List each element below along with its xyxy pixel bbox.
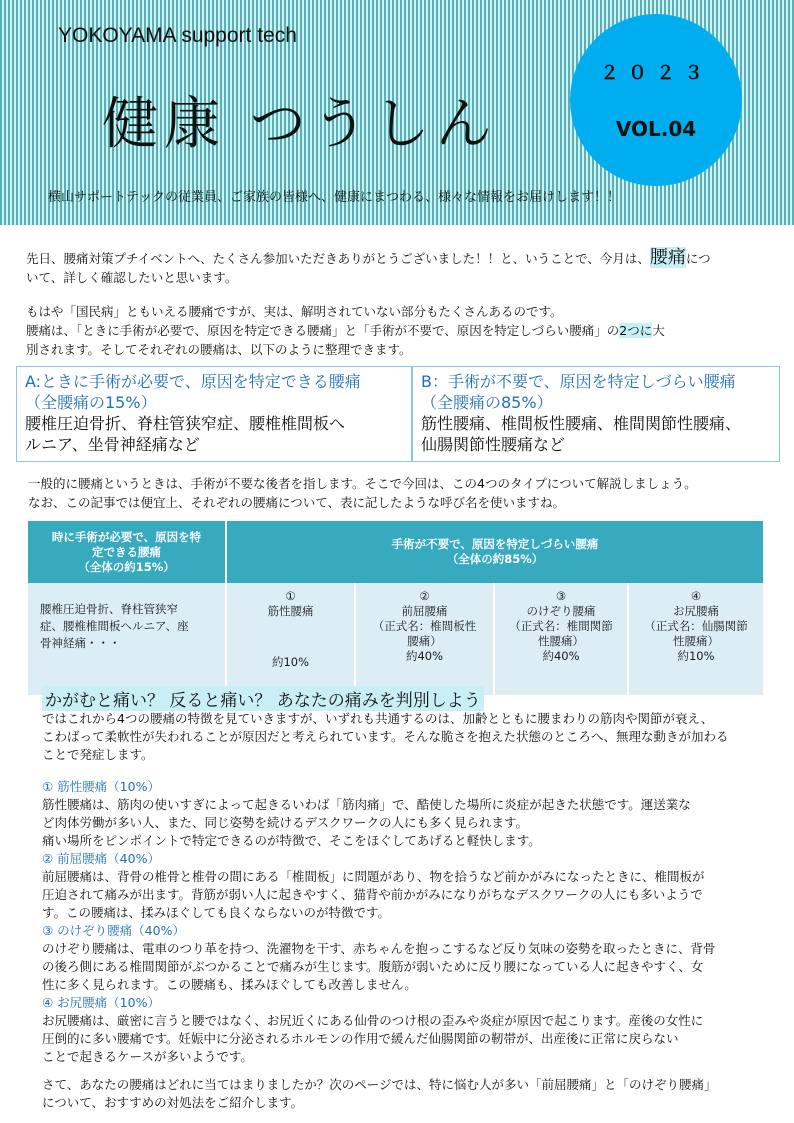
category-box-b: B：手術が不要で、原因を特定しづらい腰痛 （全腰痛の85%） 筋性腰痛、椎間板性腰痛、椎間関節性腰痛、 仙腸関節性腰痛など [412,366,780,462]
type-heading: ④ お尻腰痛（10%） [42,995,160,1010]
type-heading: ① 筋性腰痛（10%） [42,779,160,794]
brand-name: YOKOYAMA support tech [58,24,297,47]
table-header-nonsurgical: 手術が不要で、原因を特定しづらい腰痛 （全体の約85%） [227,521,763,583]
table-cell-type-2: ② 前屈腰痛 （正式名：椎間板性 腰痛） 約40% [356,583,495,695]
closing-paragraph: さて、あなたの腰痛はどれに当てはまりましたか？次のページでは、特に悩む人が多い「前屈腰痛」と「のけぞり腰痛」 について、おすすめの対処法をご紹介します。 [42,1077,717,1110]
table-cell-type-3: ③ のけぞり腰痛 （正式名：椎間関節 性腰痛） 約40% [495,583,629,695]
list-item: ③ のけぞり腰痛（40%） のけぞり腰痛は、電車のつり革を持つ、洗濯物を干す、赤ちゃんを抱っこするなど反り気味の姿勢を取ったときに、背骨 の後ろ側にある椎間関節がぶつかることで痛みが生じます。腹筋が弱いために反り腰になっている人に起きやすく、女 性に多く見られます。この腰痛も、揉みほぐしても改善しません。 [42,923,716,992]
table-header-surgical: 時に手術が必要で、原因を特 定できる腰痛 （全体の約15%） [28,521,227,583]
table-header-row [28,521,763,583]
section-intro: ではこれから4つの腰痛の特徴を見ていきますが、いずれも共通するのは、加齢とともに腰まわりの筋肉や関節が衰え、 こわばって柔軟性が失われることが原因だと考えられています。そんな脆さを抱えた状態のところへ、無理な動きが加わる ことで発症します。 [42,711,729,762]
intro-paragraph-2: もはや「国民病」ともいえる腰痛ですが、実は、解明されていない部分もたくさんあるのです。 腰痛は、「ときに手術が必要で、原因を特定できる腰痛」と「手術が不要で、原因を特定しづらい腰痛」の2つに大 別されます。そしてそれぞれの腰痛は、以下のように整理できます。 [26,304,665,357]
table-cell-surgical: 腰椎圧迫骨折、脊柱管狭窄 症、腰椎椎間板ヘルニア、座 骨神経痛・・・ [28,583,227,695]
issue-year: ２０２３ [599,62,712,84]
table-cell-type-4: ④ お尻腰痛 （正式名：仙腸関節 性腰痛） 約10% [629,583,763,695]
tagline: 横山サポートテックの従業員、ご家族の皆様へ、健康にまつわる、様々な情報をお届けします！！ [48,190,621,205]
list-item: ① 筋性腰痛（10%） 筋性腰痛は、筋肉の使いすぎによって起きるいわば「筋肉痛」で、酷使した場所に炎症が起きた状態です。運送業な ど肉体労働が多い人、また、同じ姿勢を続けるデスクワークの人にも多く見られます。 痛い場所をピンポイントで特定できるのが特徴で、そこをほぐしてあげると軽快します。 [42,779,691,848]
types-list [42,778,787,1066]
table-row [28,583,763,695]
intro-paragraph-1: 先日、腰痛対策プチイベントへ、たくさん参加いただきありがとうございました！！と、いうことで、今月は、腰痛につ いて、詳しく確認したいと思います。 [26,247,711,285]
page-title: 健康 つうしん [102,92,498,157]
issue-volume: VOL.04 [615,117,697,141]
type-heading: ③ のけぞり腰痛（40%） [42,923,185,938]
table-cell-type-1: ① 筋性腰痛 約10% [227,583,356,695]
mid-paragraph: 一般的に腰痛というときは、手術が不要な後者を指します。そこで今回は、この4つのタイプについて解説しましょう。 なお、この記事では便宜上、それぞれの腰痛について、表に記したような呼び名を使いますね。 [28,476,697,510]
lumbago-table [28,521,763,695]
type-heading: ② 前屈腰痛（40%） [42,851,160,866]
category-box-a: A:ときに手術が必要で、原因を特定できる腰痛 （全腰痛の15%） 腰椎圧迫骨折、脊柱管狭窄症、腰椎椎間板へ ルニア、坐骨神経痛など [16,366,412,462]
highlight-keyword: 腰痛 [649,247,686,268]
list-item: ④ お尻腰痛（10%） お尻腰痛は、厳密に言うと腰ではなく、お尻近くにある仙骨のつけ根の歪みや炎症が原因で起こります。産後の女性に 圧倒的に多い腰痛です。妊娠中に分泌されるホルモンの作用で緩んだ仙腸関節の靭帯が、出産後に正常に戻らない ことで起きるケースが多いようです。 [42,995,704,1064]
header-banner [0,0,794,225]
list-item: ② 前屈腰痛（40%） 前屈腰痛は、背骨の椎骨と椎骨の間にある「椎間板」に問題があり、物を拾うなど前かがみになったときに、椎間板が 圧迫されて痛みが出ます。背筋が弱い人に起きやすく、猫背や前かがみになりがちなデスクワークの人にも多いようで す。この腰痛は、揉みほぐしても良くならないのが特徴です。 [42,851,705,920]
section-heading: かがむと痛い？ 反ると痛い？ あなたの痛みを判別しよう [42,686,484,711]
issue-badge [570,14,742,186]
